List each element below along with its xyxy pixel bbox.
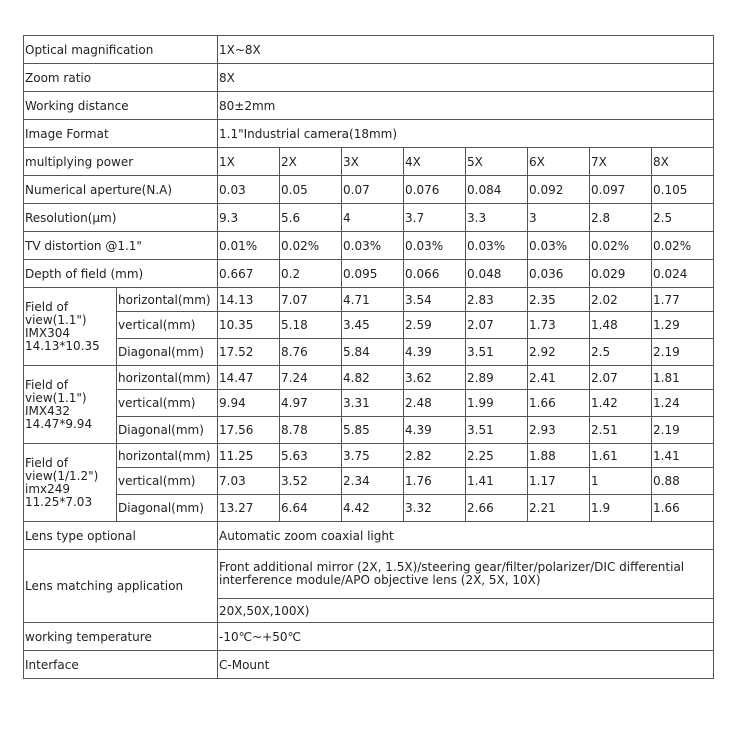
- row-value: 1.1"Industrial camera(18mm): [218, 120, 714, 148]
- fov-axis-label: Diagonal(mm): [117, 495, 218, 522]
- value-cell: 1.41: [652, 444, 714, 468]
- value-cell: 1.29: [652, 312, 714, 339]
- value-cell: 1.66: [652, 495, 714, 522]
- value-cell: 7.24: [280, 366, 342, 390]
- row-value: -10℃~+50℃: [218, 623, 714, 651]
- value-cell: 11.25: [218, 444, 280, 468]
- value-cell: 3X: [342, 148, 404, 176]
- row-multiplying-power: [24, 148, 714, 176]
- value-cell: 2.48: [404, 390, 466, 417]
- value-cell: 4.82: [342, 366, 404, 390]
- row-working-distance: [24, 92, 714, 120]
- value-cell: 4.97: [280, 390, 342, 417]
- value-cell: 13.27: [218, 495, 280, 522]
- value-cell: 6.64: [280, 495, 342, 522]
- value-cell: 1.88: [528, 444, 590, 468]
- row-value: 1X~8X: [218, 36, 714, 64]
- value-cell: 0.03%: [404, 232, 466, 260]
- value-cell: 3.31: [342, 390, 404, 417]
- value-cell: 14.47: [218, 366, 280, 390]
- fov-axis-label: horizontal(mm): [117, 366, 218, 390]
- value-cell: 6X: [528, 148, 590, 176]
- value-cell: 17.52: [218, 339, 280, 366]
- value-cell: 7.03: [218, 468, 280, 495]
- row-value: Automatic zoom coaxial light: [218, 522, 714, 550]
- value-cell: 1.61: [590, 444, 652, 468]
- value-cell: 0.88: [652, 468, 714, 495]
- value-cell: 0.02%: [590, 232, 652, 260]
- value-cell: 5.18: [280, 312, 342, 339]
- row-label: TV distortion @1.1": [24, 232, 218, 260]
- row-value: 80±2mm: [218, 92, 714, 120]
- value-cell: 0.07: [342, 176, 404, 204]
- value-cell: 3: [528, 204, 590, 232]
- value-cell: 0.076: [404, 176, 466, 204]
- fov-axis-label: horizontal(mm): [117, 444, 218, 468]
- value-cell: 1.81: [652, 366, 714, 390]
- value-cell: 3.62: [404, 366, 466, 390]
- row-value: 20X,50X,100X): [218, 599, 714, 623]
- fov-axis-label: Diagonal(mm): [117, 417, 218, 444]
- value-cell: 14.13: [218, 288, 280, 312]
- value-cell: 2.51: [590, 417, 652, 444]
- value-cell: 8.76: [280, 339, 342, 366]
- fov-row: [24, 468, 714, 495]
- value-cell: 0.095: [342, 260, 404, 288]
- value-cell: 1.48: [590, 312, 652, 339]
- spec-table-body: [24, 36, 714, 679]
- value-cell: 2.19: [652, 339, 714, 366]
- row-label: Image Format: [24, 120, 218, 148]
- value-cell: 0.2: [280, 260, 342, 288]
- row-value: Front additional mirror (2X, 1.5X)/steering gear/filter/polarizer/DIC differential interference module/APO objective lens (2X, 5X, 10X): [218, 550, 714, 599]
- row-value: 8X: [218, 64, 714, 92]
- value-cell: 7.07: [280, 288, 342, 312]
- value-cell: 3.51: [466, 339, 528, 366]
- value-cell: 2.92: [528, 339, 590, 366]
- value-cell: 0.105: [652, 176, 714, 204]
- row-label: Resolution(μm): [24, 204, 218, 232]
- value-cell: 9.94: [218, 390, 280, 417]
- fov-group-label: Field of view(1.1") IMX304 14.13*10.35: [24, 288, 117, 366]
- value-cell: 2.35: [528, 288, 590, 312]
- value-cell: 5X: [466, 148, 528, 176]
- value-cell: 3.75: [342, 444, 404, 468]
- row-label: Working distance: [24, 92, 218, 120]
- value-cell: 0.03%: [342, 232, 404, 260]
- value-cell: 2.19: [652, 417, 714, 444]
- value-cell: 4.42: [342, 495, 404, 522]
- value-cell: 1.76: [404, 468, 466, 495]
- value-cell: 1.66: [528, 390, 590, 417]
- row-image-format: [24, 120, 714, 148]
- fov-row: [24, 417, 714, 444]
- row-numerical-aperture: [24, 176, 714, 204]
- value-cell: 2.41: [528, 366, 590, 390]
- value-cell: 1.77: [652, 288, 714, 312]
- value-cell: 0.02%: [652, 232, 714, 260]
- fov-group-label: Field of view(1/1.2") imx249 11.25*7.03: [24, 444, 117, 522]
- value-cell: 3.7: [404, 204, 466, 232]
- value-cell: 0.02%: [280, 232, 342, 260]
- value-cell: 2.83: [466, 288, 528, 312]
- row-working-temperature: [24, 623, 714, 651]
- value-cell: 1.24: [652, 390, 714, 417]
- spec-table: [23, 35, 714, 679]
- value-cell: 8X: [652, 148, 714, 176]
- fov-axis-label: vertical(mm): [117, 312, 218, 339]
- value-cell: 1.42: [590, 390, 652, 417]
- value-cell: 0.03%: [528, 232, 590, 260]
- value-cell: 2.93: [528, 417, 590, 444]
- row-tv-distortion: [24, 232, 714, 260]
- value-cell: 1.73: [528, 312, 590, 339]
- row-zoom-ratio: [24, 64, 714, 92]
- value-cell: 0.092: [528, 176, 590, 204]
- value-cell: 5.84: [342, 339, 404, 366]
- value-cell: 4.39: [404, 339, 466, 366]
- value-cell: 1: [590, 468, 652, 495]
- value-cell: 2.5: [590, 339, 652, 366]
- value-cell: 2.89: [466, 366, 528, 390]
- value-cell: 0.097: [590, 176, 652, 204]
- row-optical-magnification: [24, 36, 714, 64]
- fov-axis-label: horizontal(mm): [117, 288, 218, 312]
- value-cell: 7X: [590, 148, 652, 176]
- row-label: Optical magnification: [24, 36, 218, 64]
- value-cell: 0.036: [528, 260, 590, 288]
- value-cell: 2.8: [590, 204, 652, 232]
- value-cell: 0.048: [466, 260, 528, 288]
- value-cell: 2.5: [652, 204, 714, 232]
- value-cell: 2.07: [590, 366, 652, 390]
- value-cell: 0.01%: [218, 232, 280, 260]
- value-cell: 3.51: [466, 417, 528, 444]
- row-label: Interface: [24, 651, 218, 679]
- value-cell: 3.45: [342, 312, 404, 339]
- row-resolution: [24, 204, 714, 232]
- row-label: Depth of field (mm): [24, 260, 218, 288]
- fov-row: [24, 312, 714, 339]
- value-cell: 1.9: [590, 495, 652, 522]
- value-cell: 5.85: [342, 417, 404, 444]
- value-cell: 17.56: [218, 417, 280, 444]
- row-label: Numerical aperture(N.A): [24, 176, 218, 204]
- row-lens-matching: [24, 550, 714, 599]
- fov-axis-label: vertical(mm): [117, 390, 218, 417]
- fov-axis-label: vertical(mm): [117, 468, 218, 495]
- value-cell: 4.71: [342, 288, 404, 312]
- fov-row: [24, 390, 714, 417]
- value-cell: 3.52: [280, 468, 342, 495]
- value-cell: 10.35: [218, 312, 280, 339]
- value-cell: 0.024: [652, 260, 714, 288]
- value-cell: 4: [342, 204, 404, 232]
- value-cell: 0.066: [404, 260, 466, 288]
- row-value: C-Mount: [218, 651, 714, 679]
- row-label: working temperature: [24, 623, 218, 651]
- value-cell: 0.667: [218, 260, 280, 288]
- row-interface: [24, 651, 714, 679]
- fov-row: [24, 444, 714, 468]
- value-cell: 2.25: [466, 444, 528, 468]
- value-cell: 2.66: [466, 495, 528, 522]
- value-cell: 2X: [280, 148, 342, 176]
- value-cell: 1.17: [528, 468, 590, 495]
- row-label: Lens matching application: [24, 550, 218, 623]
- value-cell: 3.54: [404, 288, 466, 312]
- row-label: Lens type optional: [24, 522, 218, 550]
- value-cell: 0.03: [218, 176, 280, 204]
- value-cell: 1X: [218, 148, 280, 176]
- value-cell: 8.78: [280, 417, 342, 444]
- value-cell: 0.029: [590, 260, 652, 288]
- row-lens-type: [24, 522, 714, 550]
- fov-row: [24, 288, 714, 312]
- value-cell: 4.39: [404, 417, 466, 444]
- value-cell: 1.99: [466, 390, 528, 417]
- fov-row: [24, 339, 714, 366]
- value-cell: 2.21: [528, 495, 590, 522]
- value-cell: 4X: [404, 148, 466, 176]
- value-cell: 2.34: [342, 468, 404, 495]
- value-cell: 9.3: [218, 204, 280, 232]
- fov-row: [24, 366, 714, 390]
- value-cell: 5.63: [280, 444, 342, 468]
- value-cell: 0.03%: [466, 232, 528, 260]
- value-cell: 2.02: [590, 288, 652, 312]
- value-cell: 0.084: [466, 176, 528, 204]
- value-cell: 2.07: [466, 312, 528, 339]
- value-cell: 1.41: [466, 468, 528, 495]
- value-cell: 3.3: [466, 204, 528, 232]
- fov-axis-label: Diagonal(mm): [117, 339, 218, 366]
- row-label: multiplying power: [24, 148, 218, 176]
- value-cell: 2.59: [404, 312, 466, 339]
- fov-group-label: Field of view(1.1") IMX432 14.47*9.94: [24, 366, 117, 444]
- fov-row: [24, 495, 714, 522]
- value-cell: 0.05: [280, 176, 342, 204]
- value-cell: 3.32: [404, 495, 466, 522]
- row-depth-of-field: [24, 260, 714, 288]
- row-label: Zoom ratio: [24, 64, 218, 92]
- value-cell: 5.6: [280, 204, 342, 232]
- value-cell: 2.82: [404, 444, 466, 468]
